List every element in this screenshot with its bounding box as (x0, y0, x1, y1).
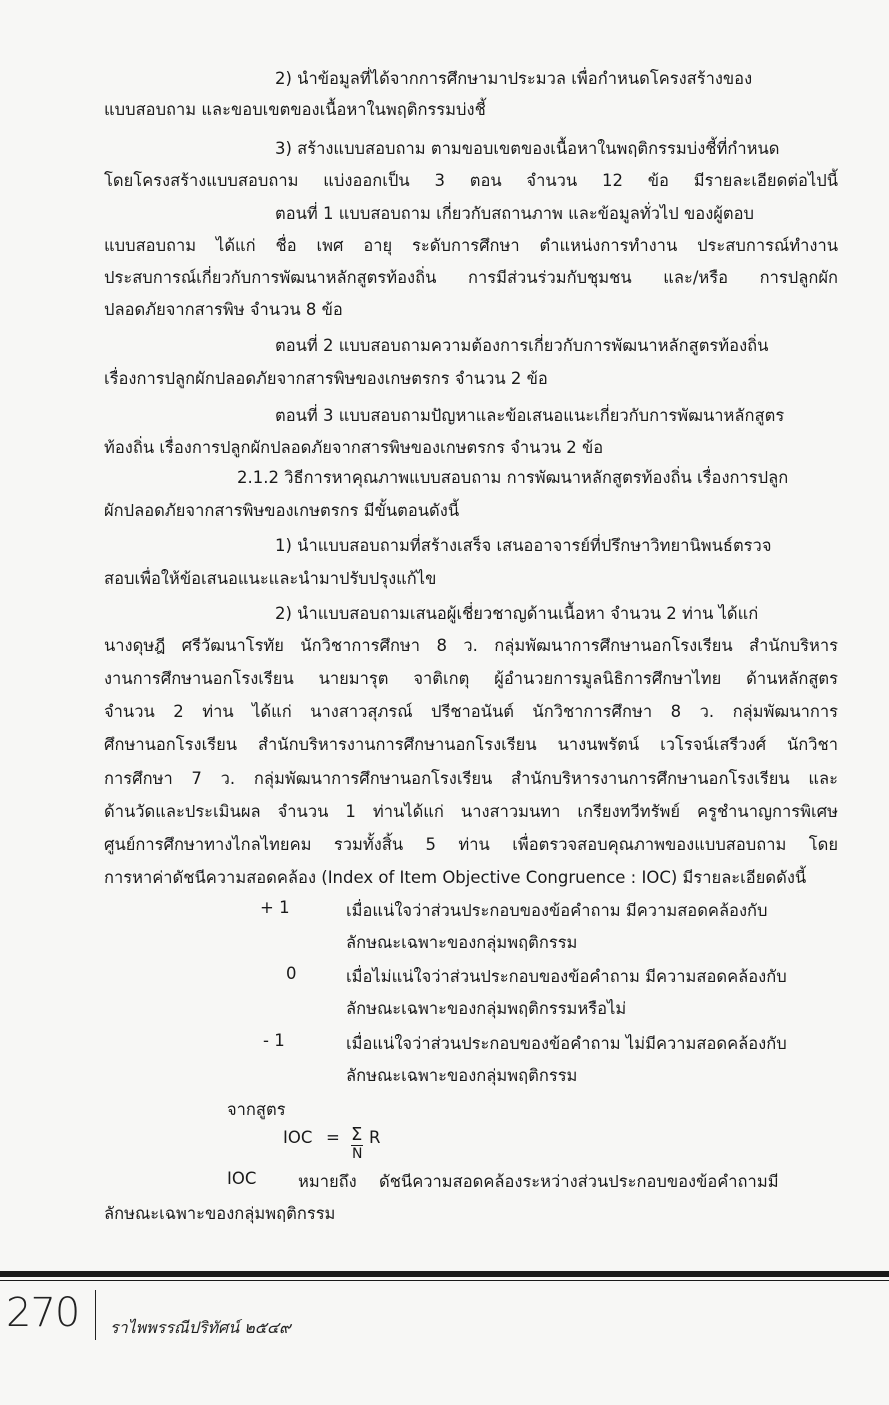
criterion-text: เมื่อแน่ใจว่าส่วนประกอบของข้อคำถาม มีความสอดคล้องกับ (346, 901, 768, 920)
text-line: 1) นำแบบสอบถามที่สร้างเสร็จ เสนออาจารย์ที่ปรึกษาวิทยานิพนธ์ตรวจ (275, 536, 772, 555)
text-line: การศึกษา 7 ว. กลุ่มพัฒนาการศึกษานอกโรงเรียน สำนักบริหารงานการศึกษานอกโรงเรียน และ (104, 769, 838, 788)
text-line: 3) สร้างแบบสอบถาม ตามขอบเขตของเนื้อหาในพฤติกรรมบ่งชี้ที่กำหนด (275, 139, 780, 158)
definition-verb: หมายถึง (298, 1172, 357, 1191)
text-line: แบบสอบถาม และขอบเขตของเนื้อหาในพฤติกรรมบ่งชี้ (104, 100, 486, 119)
text-line: แบบสอบถาม ได้แก่ ชื่อ เพศ อายุ ระดับการศึกษา ตำแหน่งการทำงาน ประสบการณ์ทำงาน (104, 236, 838, 255)
text-line: เรื่องการปลูกผักปลอดภัยจากสารพิษของเกษตรกร จำนวน 2 ข้อ (104, 369, 548, 388)
text-line: ตอนที่ 3 แบบสอบถามปัญหาและข้อเสนอแนะเกี่ยวกับการพัฒนาหลักสูตร (275, 406, 785, 425)
text-line: สอบเพื่อให้ข้อเสนอแนะและนำมาปรับปรุงแก้ไข (104, 569, 437, 588)
footer-rule (0, 1271, 889, 1277)
formula-lhs: IOC (283, 1128, 313, 1147)
criterion-text: ลักษณะเฉพาะของกลุ่มพฤติกรรมหรือไม่ (346, 999, 627, 1018)
text-line: ศึกษานอกโรงเรียน สำนักบริหารงานการศึกษานอกโรงเรียน นางนพรัตน์ เวโรจน์เสรีวงศ์ นักวิชา (104, 735, 838, 754)
criterion-score: - 1 (263, 1031, 285, 1050)
text-line: ตอนที่ 2 แบบสอบถามความต้องการเกี่ยวกับการพัฒนาหลักสูตรท้องถิ่น (275, 336, 769, 355)
text-line: ปลอดภัยจากสารพิษ จำนวน 8 ข้อ (104, 300, 343, 319)
formula-numerator: R (369, 1128, 381, 1147)
page-number: 270 (6, 1290, 80, 1336)
text-line: 2) นำแบบสอบถามเสนอผู้เชี่ยวชาญด้านเนื้อหา จำนวน 2 ท่าน ได้แก่ (275, 604, 759, 623)
criterion-score: 0 (286, 964, 297, 983)
formula-equals: = (326, 1128, 340, 1147)
text-line: การหาค่าดัชนีความสอดคล้อง (Index of Item Objective Congruence : IOC) มีรายละเอียดดังนี้ (104, 868, 807, 887)
text-line: งานการศึกษานอกโรงเรียน นายมารุต จาติเกตุ ผู้อำนวยการมูลนิธิการศึกษาไทย ด้านหลักสูตร (104, 669, 838, 688)
publication-title: ราไพพรรณีปริทัศน์ ๒๕๔๙ (110, 1318, 291, 1337)
text-line: ประสบการณ์เกี่ยวกับการพัฒนาหลักสูตรท้องถิ่น การมีส่วนร่วมกับชุมชน และ/หรือ การปลูกผัก (104, 268, 838, 287)
formula-denominator: N (352, 1146, 363, 1162)
criterion-score: + 1 (260, 898, 290, 917)
criterion-text: เมื่อไม่แน่ใจว่าส่วนประกอบของข้อคำถาม มีความสอดคล้องกับ (346, 967, 787, 986)
criterion-text: ลักษณะเฉพาะของกลุ่มพฤติกรรม (346, 933, 578, 952)
text-line: 2.1.2 วิธีการหาคุณภาพแบบสอบถาม การพัฒนาหลักสูตรท้องถิ่น เรื่องการปลูก (237, 468, 789, 487)
text-line: ด้านวัดและประเมินผล จำนวน 1 ท่านได้แก่ นางสาวมนทา เกรียงทวีทรัพย์ ครูชำนาญการพิเศษ (104, 802, 838, 821)
text-line: 2) นำข้อมูลที่ได้จากการศึกษามาประมวล เพื่อกำหนดโครงสร้างของ (275, 69, 753, 88)
criterion-text: ลักษณะเฉพาะของกลุ่มพฤติกรรม (346, 1066, 578, 1085)
definition-text: ดัชนีความสอดคล้องระหว่างส่วนประกอบของข้อคำถามมี (379, 1172, 779, 1191)
footer-rule-thin (0, 1280, 889, 1281)
text-line: นางดุษฎี ศรีวัฒนาโรทัย นักวิชาการศึกษา 8 ว. กลุ่มพัฒนาการศึกษานอกโรงเรียน สำนักบริหาร (104, 636, 838, 655)
definition-term: IOC (227, 1169, 257, 1188)
criterion-text: เมื่อแน่ใจว่าส่วนประกอบของข้อคำถาม ไม่มีความสอดคล้องกับ (346, 1034, 787, 1053)
text-line: ผักปลอดภัยจากสารพิษของเกษตรกร มีขั้นตอนดังนี้ (104, 501, 460, 520)
text-line: จำนวน 2 ท่าน ได้แก่ นางสาวสุภรณ์ ปรีชาอนันต์ นักวิชาการศึกษา 8 ว. กลุ่มพัฒนาการ (104, 702, 838, 721)
text-line: ตอนที่ 1 แบบสอบถาม เกี่ยวกับสถานภาพ และข้อมูลทั่วไป ของผู้ตอบ (275, 204, 755, 223)
formula-intro: จากสูตร (227, 1100, 286, 1119)
text-line: โดยโครงสร้างแบบสอบถาม แบ่งออกเป็น 3 ตอน จำนวน 12 ข้อ มีรายละเอียดต่อไปนี้ (104, 171, 838, 190)
definition-text: ลักษณะเฉพาะของกลุ่มพฤติกรรม (104, 1204, 336, 1223)
text-line: ท้องถิ่น เรื่องการปลูกผักปลอดภัยจากสารพิษของเกษตรกร จำนวน 2 ข้อ (104, 438, 604, 457)
footer-divider (95, 1290, 96, 1340)
text-line: ศูนย์การศึกษาทางไกลไทยคม รวมทั้งสิ้น 5 ท่าน เพื่อตรวจสอบคุณภาพของแบบสอบถาม โดย (104, 835, 838, 854)
sigma-symbol: Σ (351, 1124, 363, 1145)
